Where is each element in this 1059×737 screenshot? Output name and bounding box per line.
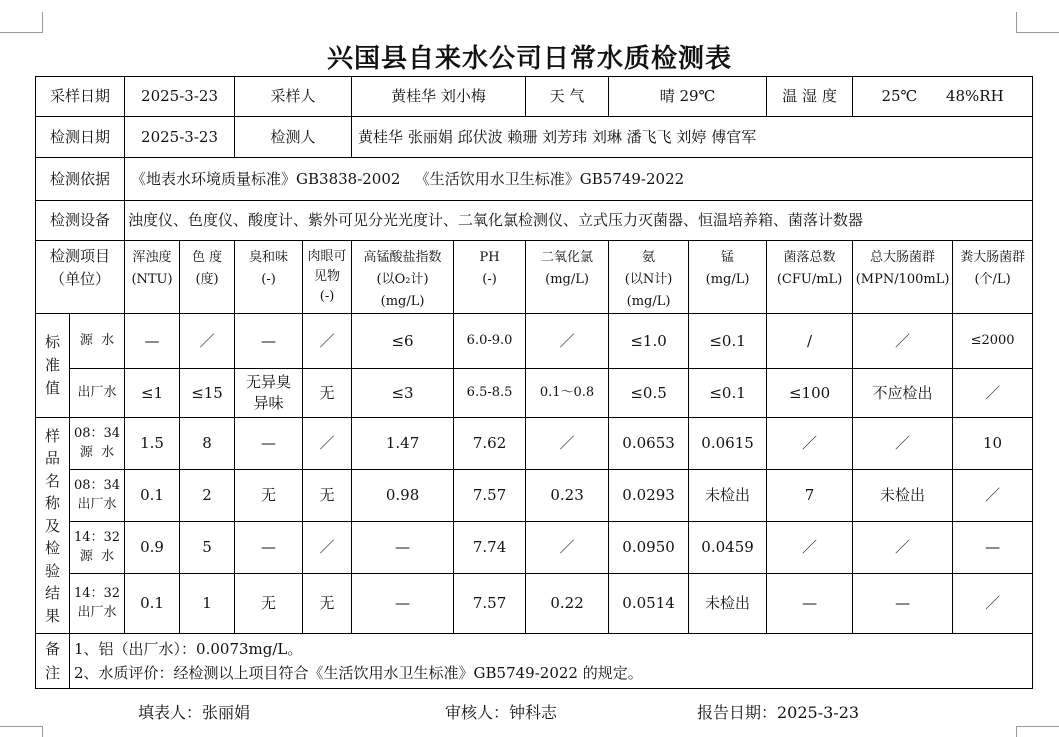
- sample-name-cell: [70, 522, 125, 574]
- header-manganese: 锰 (mg/L): [689, 241, 767, 314]
- sample-cell: ／: [526, 418, 609, 470]
- sample-cell: —: [853, 574, 953, 634]
- standard-cell: —: [125, 314, 180, 369]
- sample-name-cell: [70, 470, 125, 522]
- sample-date-value: 2025-3-23: [125, 77, 235, 117]
- sample-cell: 5: [180, 522, 235, 574]
- sample-name: 出厂水: [77, 604, 117, 620]
- header-item-label: 检测项目 （单位）: [36, 241, 125, 314]
- sample-cell: 未检出: [689, 574, 767, 634]
- standard-cell: ≤0.1: [689, 314, 767, 369]
- sample-row: [36, 470, 1033, 522]
- info-row-equipment: [36, 201, 1033, 241]
- standard-cell: ≤0.1: [689, 369, 767, 418]
- sample-cell: 未检出: [689, 470, 767, 522]
- crop-mark-bottom-right: [1016, 726, 1059, 737]
- remarks-row: [36, 634, 1033, 689]
- standard-cell: 不应检出: [853, 369, 953, 418]
- sample-row: [36, 574, 1033, 634]
- standard-cell: 0.1～0.8: [526, 369, 609, 418]
- info-row-testing: [36, 117, 1033, 158]
- header-permanganate-index: 高锰酸盐指数 (以O₂计) (mg/L): [352, 241, 454, 314]
- standard-row-name: 出厂水: [70, 369, 125, 418]
- filler-signature: 填表人：张丽娟: [138, 703, 251, 722]
- temp-humidity-label: 温 湿 度: [767, 77, 853, 117]
- equipment-value: 浊度仪、色度仪、酸度计、紫外可见分光光度计、二氧化氯检测仪、立式压力灭菌器、恒温培养箱、菌落计数器: [125, 201, 1033, 241]
- standard-cell: ≤6: [352, 314, 454, 369]
- sample-cell: 0.9: [125, 522, 180, 574]
- sample-cell: —: [953, 522, 1033, 574]
- sample-cell: ／: [526, 522, 609, 574]
- sample-name: 源 水: [79, 548, 115, 564]
- sample-name: 出厂水: [77, 496, 117, 512]
- sample-row: [36, 418, 1033, 470]
- remark-line: 1、铝（出厂水）：0.0073mg/L。: [74, 639, 303, 658]
- remarks-content: [70, 634, 1033, 689]
- sample-cell: 0.0514: [609, 574, 689, 634]
- header-turbidity: 浑浊度 (NTU): [125, 241, 180, 314]
- standard-cell: ／: [526, 314, 609, 369]
- sample-cell: —: [235, 418, 303, 470]
- header-row: [36, 241, 1033, 314]
- basis-value: 《地表水环境质量标准》GB3838-2002 《生活饮用水卫生标准》GB5749-2022: [125, 158, 1033, 201]
- sample-cell: ／: [953, 470, 1033, 522]
- sample-cell: 2: [180, 470, 235, 522]
- sample-date-label: 采样日期: [36, 77, 125, 117]
- sample-cell: ／: [953, 574, 1033, 634]
- sample-cell: 7.62: [454, 418, 526, 470]
- sample-time: 14：32: [73, 585, 121, 601]
- sampler-value: 黄桂华 刘小梅: [352, 77, 526, 117]
- test-date-label: 检测日期: [36, 117, 125, 158]
- sample-row: [36, 522, 1033, 574]
- standard-cell: 6.0-9.0: [454, 314, 526, 369]
- temp-humidity-value: 25℃ 48%RH: [853, 77, 1033, 117]
- standard-cell: ≤1: [125, 369, 180, 418]
- remark-line: 2、水质评价：经检测以上项目符合《生活饮用水卫生标准》GB5749-2022 的规定。: [74, 664, 643, 683]
- sample-cell: 7.57: [454, 470, 526, 522]
- crop-mark-top-right: [1016, 12, 1059, 33]
- header-ph: PH (-): [454, 241, 526, 314]
- sample-cell: 1.5: [125, 418, 180, 470]
- standard-cell: ／: [180, 314, 235, 369]
- document-title: 兴国县自来水公司日常水质检测表: [326, 44, 732, 74]
- header-color: 色 度 (度): [180, 241, 235, 314]
- sample-name-cell: [70, 574, 125, 634]
- standard-cell: ≤1.0: [609, 314, 689, 369]
- sample-cell: 0.1: [125, 574, 180, 634]
- sample-time: 14：32: [73, 529, 121, 545]
- sample-cell: —: [352, 522, 454, 574]
- sample-name-cell: [70, 418, 125, 470]
- testers-value: 黄桂华 张丽娟 邱伏波 赖珊 刘芳玮 刘琳 潘飞飞 刘婷 傅官军: [352, 117, 1033, 158]
- sample-cell: —: [352, 574, 454, 634]
- sampler-label: 采样人: [235, 77, 352, 117]
- standard-cell: ≤15: [180, 369, 235, 418]
- samples-label: 样 品 名 称 及 检 验 结 果: [36, 418, 70, 634]
- standard-cell: ≤0.5: [609, 369, 689, 418]
- sample-cell: 0.23: [526, 470, 609, 522]
- sample-cell: 7.74: [454, 522, 526, 574]
- basis-label: 检测依据: [36, 158, 125, 201]
- crop-mark-bottom-left: [0, 726, 43, 737]
- sample-cell: 无: [303, 470, 352, 522]
- standard-row-outlet: [36, 369, 1033, 418]
- sample-cell: —: [767, 574, 853, 634]
- sample-cell: 0.22: [526, 574, 609, 634]
- header-total-bacteria: 菌落总数 (CFU/mL): [767, 241, 853, 314]
- sample-cell: 0.1: [125, 470, 180, 522]
- sample-cell: ／: [853, 522, 953, 574]
- sample-cell: 0.0653: [609, 418, 689, 470]
- sample-cell: 无: [303, 574, 352, 634]
- sample-cell: —: [235, 522, 303, 574]
- standard-cell: 6.5-8.5: [454, 369, 526, 418]
- test-date-value: 2025-3-23: [125, 117, 235, 158]
- sample-cell: 0.0459: [689, 522, 767, 574]
- standard-cell: ／: [853, 314, 953, 369]
- crop-mark-top-left: [0, 12, 43, 33]
- sample-cell: 1: [180, 574, 235, 634]
- sample-cell: 0.98: [352, 470, 454, 522]
- standard-cell: ≤3: [352, 369, 454, 418]
- tester-label: 检测人: [235, 117, 352, 158]
- reviewer-signature: 审核人：钟科志: [445, 703, 558, 722]
- header-odor-taste: 臭和味 (-): [235, 241, 303, 314]
- sample-time: 08：34: [73, 425, 121, 441]
- standard-cell: ／: [953, 369, 1033, 418]
- info-row-sampling: [36, 77, 1033, 117]
- sample-cell: 10: [953, 418, 1033, 470]
- sample-cell: 无: [235, 574, 303, 634]
- info-row-basis: [36, 158, 1033, 201]
- sample-cell: ／: [303, 418, 352, 470]
- report-date: 报告日期：2025-3-23: [697, 703, 860, 722]
- sample-name: 源 水: [79, 444, 115, 460]
- standard-cell: —: [235, 314, 303, 369]
- header-fecal-coliform: 粪大肠菌群 (个/L): [953, 241, 1033, 314]
- header-total-coliform: 总大肠菌群 (MPN/100mL): [853, 241, 953, 314]
- standard-cell: ／: [303, 314, 352, 369]
- sample-cell: 0.0293: [609, 470, 689, 522]
- sample-cell: ／: [767, 418, 853, 470]
- standard-cell: ≤2000: [953, 314, 1033, 369]
- sample-cell: ／: [853, 418, 953, 470]
- sample-cell: 无: [235, 470, 303, 522]
- sample-time: 08：34: [73, 477, 121, 493]
- equipment-label: 检测设备: [36, 201, 125, 241]
- sample-cell: ／: [303, 522, 352, 574]
- sample-cell: ／: [767, 522, 853, 574]
- sample-cell: 8: [180, 418, 235, 470]
- weather-label: 天 气: [526, 77, 609, 117]
- standard-label: 标 准 值: [36, 314, 70, 418]
- header-chlorine-dioxide: 二氧化氯 (mg/L): [526, 241, 609, 314]
- header-visible-matter: 肉眼可 见物 (-): [303, 241, 352, 314]
- standard-cell: /: [767, 314, 853, 369]
- sample-cell: 未检出: [853, 470, 953, 522]
- weather-value: 晴 29℃: [609, 77, 767, 117]
- standard-row-source: [36, 314, 1033, 369]
- water-quality-table: [35, 76, 1033, 689]
- sample-cell: 1.47: [352, 418, 454, 470]
- standard-row-name: 源 水: [70, 314, 125, 369]
- standard-cell: 无异臭 异味: [235, 369, 303, 418]
- sample-cell: 0.0950: [609, 522, 689, 574]
- remarks-label: 备 注: [36, 634, 70, 689]
- sample-cell: 0.0615: [689, 418, 767, 470]
- header-ammonia: 氨 (以N计) (mg/L): [609, 241, 689, 314]
- standard-cell: ≤100: [767, 369, 853, 418]
- sample-cell: 7.57: [454, 574, 526, 634]
- sample-cell: 7: [767, 470, 853, 522]
- standard-cell: 无: [303, 369, 352, 418]
